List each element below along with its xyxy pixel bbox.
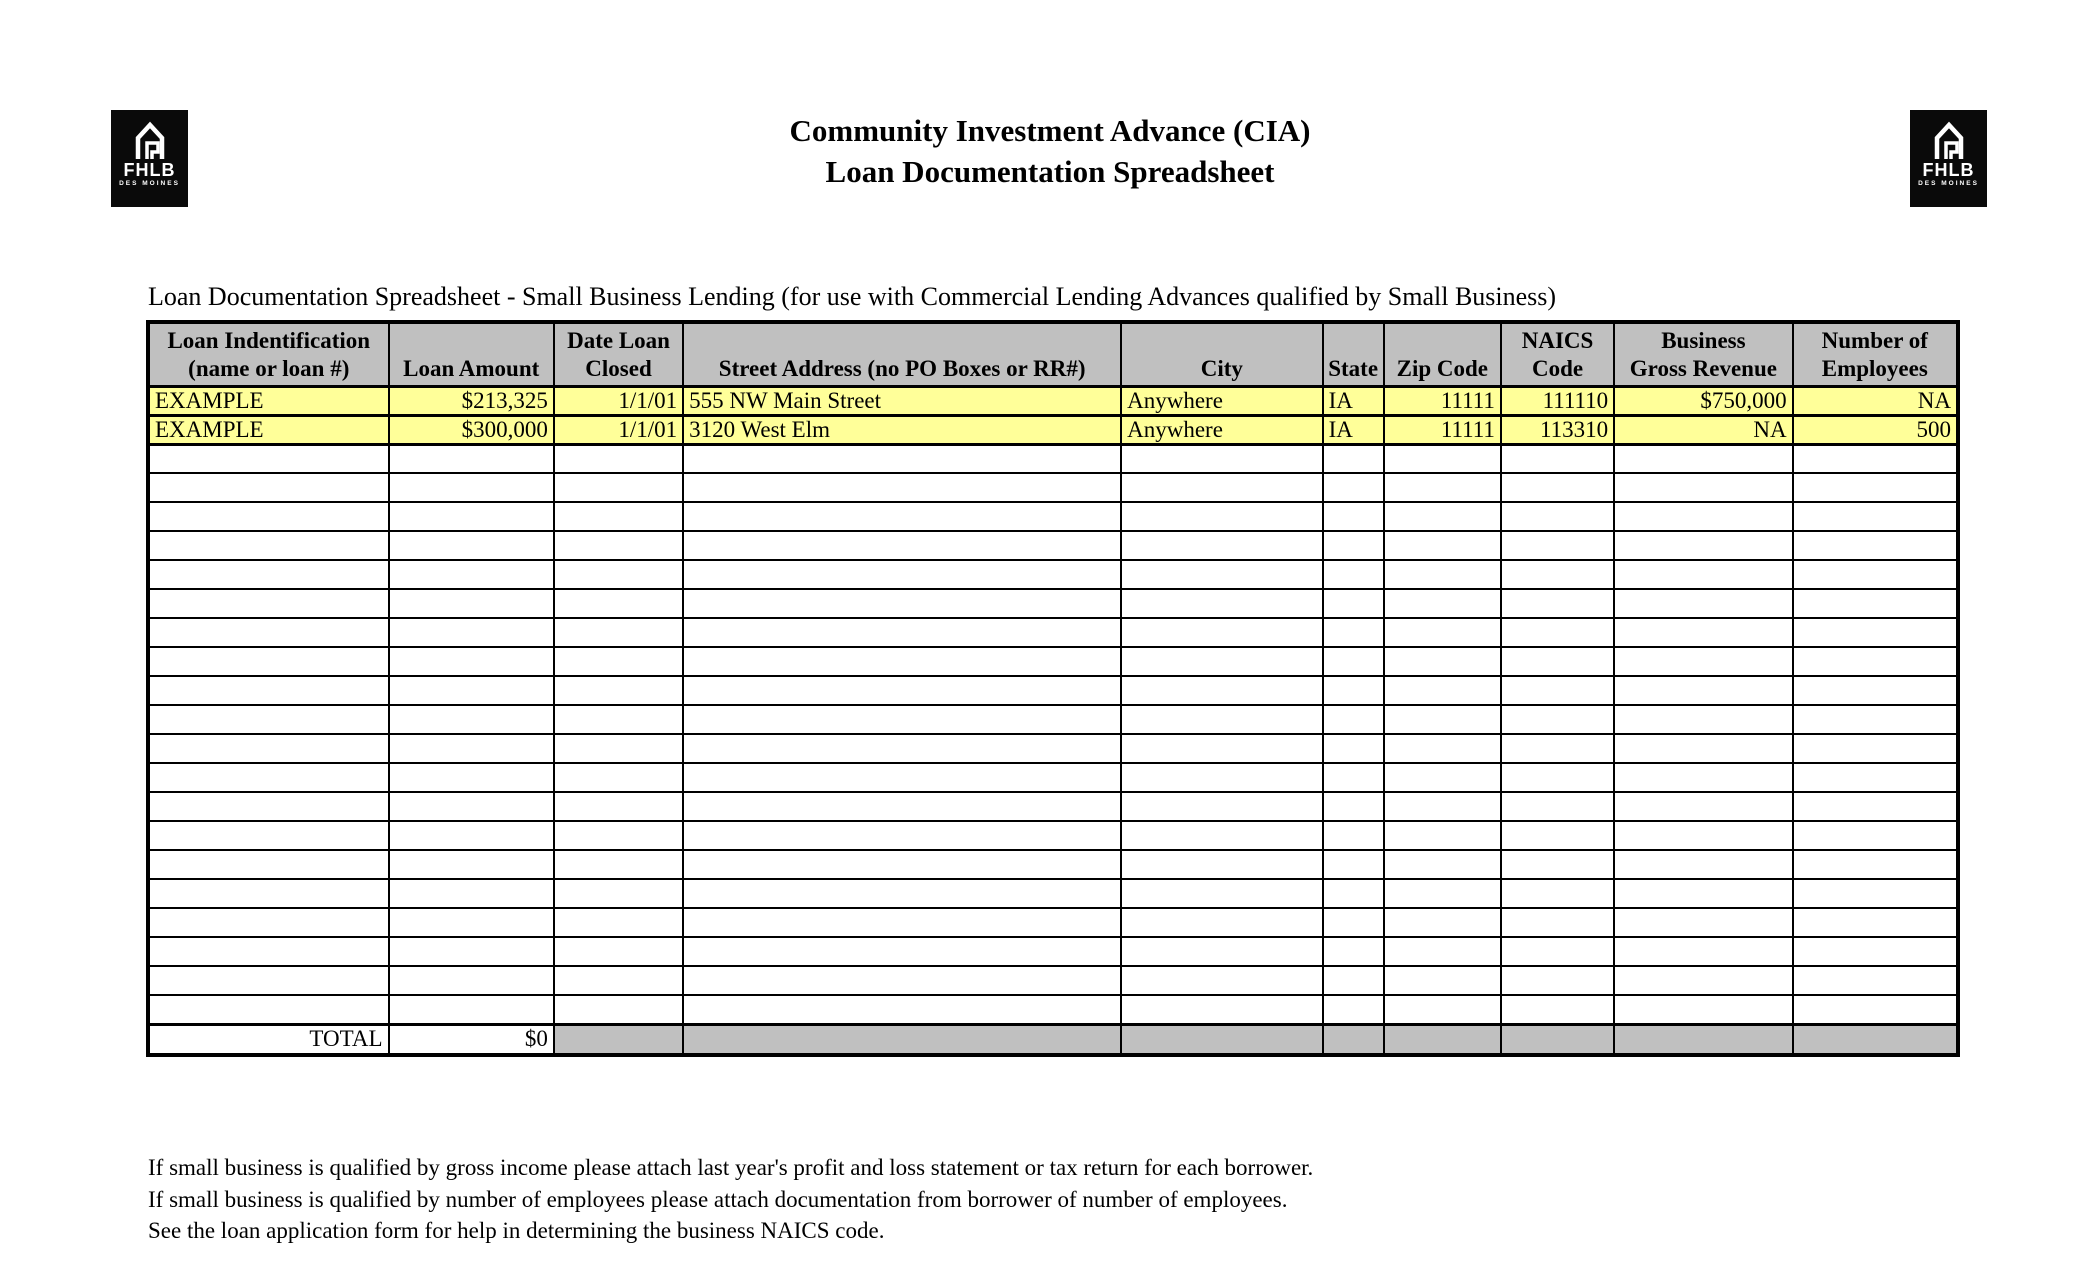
col-header-city: City (1121, 322, 1322, 386)
empty-cell-naics-code (1501, 879, 1614, 908)
cell-loan-amount: $300,000 (389, 415, 554, 444)
col-header-num-employees: Number of Employees (1793, 322, 1958, 386)
empty-cell-loan-id (148, 676, 389, 705)
empty-cell-date-closed (554, 676, 683, 705)
empty-cell-loan-id (148, 705, 389, 734)
empty-cell-city (1121, 850, 1322, 879)
cell-state: IA (1323, 415, 1384, 444)
total-row (148, 1024, 1958, 1055)
empty-cell-street (683, 444, 1121, 473)
empty-cell-gross-revenue (1614, 676, 1792, 705)
empty-cell-loan-amount (389, 792, 554, 821)
col-header-street: Street Address (no PO Boxes or RR#) (683, 322, 1121, 386)
empty-cell-naics-code (1501, 647, 1614, 676)
empty-cell-loan-id (148, 618, 389, 647)
empty-cell-loan-amount (389, 995, 554, 1024)
empty-cell-street (683, 879, 1121, 908)
empty-cell-date-closed (554, 821, 683, 850)
empty-cell-city (1121, 966, 1322, 995)
empty-cell-state (1323, 966, 1384, 995)
col-header-state: State (1323, 322, 1384, 386)
empty-cell-num-employees (1793, 473, 1958, 502)
empty-cell-city (1121, 995, 1322, 1024)
empty-cell-city (1121, 821, 1322, 850)
empty-cell-state (1323, 647, 1384, 676)
total-fill-cell (1323, 1024, 1384, 1055)
col-header-loan-id: Loan Indentification (name or loan #) (148, 322, 389, 386)
empty-cell-date-closed (554, 734, 683, 763)
empty-row (148, 618, 1958, 647)
total-fill-cell (1384, 1024, 1501, 1055)
cell-naics-code: 111110 (1501, 386, 1614, 415)
empty-cell-loan-id (148, 966, 389, 995)
empty-cell-city (1121, 908, 1322, 937)
col-header-loan-amount: Loan Amount (389, 322, 554, 386)
empty-cell-state (1323, 734, 1384, 763)
empty-cell-street (683, 589, 1121, 618)
empty-cell-city (1121, 502, 1322, 531)
logo-sub-text: DES MOINES (119, 180, 180, 187)
total-label: TOTAL (148, 1024, 389, 1055)
empty-cell-gross-revenue (1614, 908, 1792, 937)
empty-cell-naics-code (1501, 966, 1614, 995)
title-line-1: Community Investment Advance (CIA) (789, 113, 1311, 148)
total-fill-cell (1614, 1024, 1792, 1055)
empty-cell-loan-amount (389, 966, 554, 995)
empty-cell-zip-code (1384, 763, 1501, 792)
empty-row (148, 792, 1958, 821)
empty-cell-date-closed (554, 995, 683, 1024)
empty-cell-loan-id (148, 473, 389, 502)
empty-cell-zip-code (1384, 821, 1501, 850)
empty-row (148, 589, 1958, 618)
empty-cell-city (1121, 734, 1322, 763)
cell-loan-id: EXAMPLE (148, 386, 389, 415)
empty-cell-loan-amount (389, 560, 554, 589)
empty-cell-city (1121, 589, 1322, 618)
empty-cell-state (1323, 473, 1384, 502)
empty-cell-num-employees (1793, 618, 1958, 647)
empty-cell-city (1121, 763, 1322, 792)
empty-cell-gross-revenue (1614, 937, 1792, 966)
empty-cell-street (683, 850, 1121, 879)
empty-cell-num-employees (1793, 734, 1958, 763)
empty-cell-loan-id (148, 589, 389, 618)
empty-cell-naics-code (1501, 734, 1614, 763)
total-fill-cell (683, 1024, 1121, 1055)
example-row-1 (148, 386, 1958, 415)
empty-row (148, 647, 1958, 676)
empty-row (148, 444, 1958, 473)
empty-cell-loan-amount (389, 589, 554, 618)
empty-cell-loan-amount (389, 676, 554, 705)
empty-cell-zip-code (1384, 879, 1501, 908)
empty-cell-street (683, 618, 1121, 647)
empty-cell-gross-revenue (1614, 705, 1792, 734)
empty-cell-gross-revenue (1614, 560, 1792, 589)
empty-cell-date-closed (554, 937, 683, 966)
cell-zip-code: 11111 (1384, 415, 1501, 444)
cell-street: 3120 West Elm (683, 415, 1121, 444)
empty-row (148, 734, 1958, 763)
empty-cell-date-closed (554, 444, 683, 473)
empty-cell-date-closed (554, 792, 683, 821)
empty-cell-street (683, 705, 1121, 734)
empty-cell-loan-id (148, 502, 389, 531)
empty-cell-naics-code (1501, 502, 1614, 531)
empty-cell-num-employees (1793, 908, 1958, 937)
loan-table (146, 320, 1960, 1057)
empty-cell-street (683, 502, 1121, 531)
empty-cell-naics-code (1501, 676, 1614, 705)
empty-cell-street (683, 792, 1121, 821)
empty-cell-naics-code (1501, 792, 1614, 821)
empty-cell-num-employees (1793, 821, 1958, 850)
empty-cell-date-closed (554, 618, 683, 647)
empty-cell-zip-code (1384, 560, 1501, 589)
cell-loan-id: EXAMPLE (148, 415, 389, 444)
empty-cell-gross-revenue (1614, 995, 1792, 1024)
empty-cell-loan-amount (389, 879, 554, 908)
empty-cell-num-employees (1793, 560, 1958, 589)
empty-cell-zip-code (1384, 502, 1501, 531)
empty-cell-city (1121, 705, 1322, 734)
empty-cell-num-employees (1793, 850, 1958, 879)
empty-cell-loan-amount (389, 850, 554, 879)
empty-cell-loan-amount (389, 937, 554, 966)
empty-cell-city (1121, 473, 1322, 502)
empty-cell-num-employees (1793, 763, 1958, 792)
col-header-date-closed: Date Loan Closed (554, 322, 683, 386)
cell-num-employees: NA (1793, 386, 1958, 415)
empty-cell-gross-revenue (1614, 589, 1792, 618)
empty-cell-street (683, 821, 1121, 850)
total-fill-cell (1121, 1024, 1322, 1055)
empty-cell-gross-revenue (1614, 850, 1792, 879)
cell-naics-code: 113310 (1501, 415, 1614, 444)
empty-cell-state (1323, 560, 1384, 589)
empty-cell-gross-revenue (1614, 763, 1792, 792)
empty-cell-num-employees (1793, 995, 1958, 1024)
empty-cell-state (1323, 908, 1384, 937)
empty-cell-loan-id (148, 560, 389, 589)
empty-row (148, 850, 1958, 879)
example-row-2 (148, 415, 1958, 444)
empty-cell-state (1323, 705, 1384, 734)
empty-cell-zip-code (1384, 589, 1501, 618)
empty-cell-date-closed (554, 879, 683, 908)
empty-cell-street (683, 966, 1121, 995)
cell-loan-amount: $213,325 (389, 386, 554, 415)
empty-cell-gross-revenue (1614, 966, 1792, 995)
empty-cell-zip-code (1384, 647, 1501, 676)
empty-cell-gross-revenue (1614, 879, 1792, 908)
empty-cell-gross-revenue (1614, 502, 1792, 531)
empty-cell-date-closed (554, 560, 683, 589)
empty-cell-loan-id (148, 937, 389, 966)
empty-cell-zip-code (1384, 908, 1501, 937)
empty-cell-loan-id (148, 908, 389, 937)
title-line-2: Loan Documentation Spreadsheet (825, 154, 1275, 189)
empty-cell-date-closed (554, 589, 683, 618)
footnote-1: If small business is qualified by gross income please attach last year's profit and loss statement or tax return for each borrower. (148, 1155, 1314, 1180)
total-amount: $0 (389, 1024, 554, 1055)
empty-cell-naics-code (1501, 473, 1614, 502)
empty-cell-naics-code (1501, 763, 1614, 792)
empty-cell-state (1323, 763, 1384, 792)
empty-cell-loan-id (148, 531, 389, 560)
total-fill-cell (1501, 1024, 1614, 1055)
header-row (148, 322, 1958, 386)
empty-cell-naics-code (1501, 821, 1614, 850)
empty-cell-zip-code (1384, 734, 1501, 763)
cell-num-employees: 500 (1793, 415, 1958, 444)
empty-cell-loan-id (148, 734, 389, 763)
empty-cell-num-employees (1793, 676, 1958, 705)
empty-cell-loan-amount (389, 618, 554, 647)
logo-org-text: FHLB (123, 160, 176, 180)
logo-org-text: FHLB (1922, 160, 1975, 180)
empty-cell-city (1121, 676, 1322, 705)
empty-cell-num-employees (1793, 966, 1958, 995)
empty-cell-zip-code (1384, 618, 1501, 647)
empty-cell-loan-id (148, 879, 389, 908)
cell-zip-code: 11111 (1384, 386, 1501, 415)
document-title (0, 110, 2100, 192)
cell-gross-revenue: $750,000 (1614, 386, 1792, 415)
empty-cell-zip-code (1384, 792, 1501, 821)
empty-cell-city (1121, 647, 1322, 676)
empty-cell-naics-code (1501, 705, 1614, 734)
empty-cell-street (683, 908, 1121, 937)
empty-cell-naics-code (1501, 995, 1614, 1024)
empty-row (148, 473, 1958, 502)
empty-cell-city (1121, 792, 1322, 821)
empty-cell-date-closed (554, 966, 683, 995)
loan-table-header (148, 322, 1958, 386)
empty-cell-loan-amount (389, 763, 554, 792)
empty-cell-city (1121, 879, 1322, 908)
col-header-naics-code: NAICS Code (1501, 322, 1614, 386)
empty-cell-naics-code (1501, 618, 1614, 647)
empty-cell-date-closed (554, 763, 683, 792)
empty-cell-street (683, 676, 1121, 705)
empty-cell-street (683, 473, 1121, 502)
empty-cell-state (1323, 995, 1384, 1024)
empty-cell-naics-code (1501, 531, 1614, 560)
empty-cell-naics-code (1501, 444, 1614, 473)
empty-cell-naics-code (1501, 560, 1614, 589)
empty-cell-num-employees (1793, 937, 1958, 966)
empty-cell-street (683, 937, 1121, 966)
empty-cell-state (1323, 879, 1384, 908)
cell-gross-revenue: NA (1614, 415, 1792, 444)
empty-cell-gross-revenue (1614, 647, 1792, 676)
empty-cell-loan-id (148, 792, 389, 821)
empty-cell-city (1121, 937, 1322, 966)
empty-row (148, 908, 1958, 937)
empty-cell-gross-revenue (1614, 821, 1792, 850)
empty-cell-state (1323, 531, 1384, 560)
empty-cell-loan-id (148, 821, 389, 850)
cell-city: Anywhere (1121, 386, 1322, 415)
empty-cell-loan-amount (389, 705, 554, 734)
empty-cell-city (1121, 618, 1322, 647)
cell-date-closed: 1/1/01 (554, 386, 683, 415)
empty-cell-zip-code (1384, 937, 1501, 966)
empty-cell-city (1121, 531, 1322, 560)
empty-cell-loan-id (148, 763, 389, 792)
empty-cell-gross-revenue (1614, 444, 1792, 473)
empty-cell-num-employees (1793, 879, 1958, 908)
cell-city: Anywhere (1121, 415, 1322, 444)
footnotes (148, 1152, 1313, 1247)
empty-cell-loan-id (148, 850, 389, 879)
cell-date-closed: 1/1/01 (554, 415, 683, 444)
empty-cell-street (683, 734, 1121, 763)
empty-row (148, 763, 1958, 792)
empty-cell-state (1323, 821, 1384, 850)
loan-table-body (148, 386, 1958, 1055)
empty-cell-street (683, 531, 1121, 560)
empty-cell-gross-revenue (1614, 792, 1792, 821)
col-header-zip-code: Zip Code (1384, 322, 1501, 386)
empty-cell-gross-revenue (1614, 473, 1792, 502)
empty-cell-state (1323, 444, 1384, 473)
sheet-caption: Loan Documentation Spreadsheet - Small Business Lending (for use with Commercial Lending Advances qualified by Small Business) (148, 282, 1557, 311)
logo-sub-text: DES MOINES (1918, 180, 1979, 187)
empty-cell-num-employees (1793, 705, 1958, 734)
empty-cell-zip-code (1384, 676, 1501, 705)
empty-cell-num-employees (1793, 502, 1958, 531)
empty-cell-zip-code (1384, 444, 1501, 473)
total-fill-cell (1793, 1024, 1958, 1055)
empty-cell-street (683, 560, 1121, 589)
empty-cell-date-closed (554, 850, 683, 879)
empty-cell-city (1121, 444, 1322, 473)
total-fill-cell (554, 1024, 683, 1055)
empty-cell-zip-code (1384, 850, 1501, 879)
col-header-gross-revenue: Business Gross Revenue (1614, 322, 1792, 386)
empty-cell-street (683, 995, 1121, 1024)
empty-cell-num-employees (1793, 792, 1958, 821)
empty-cell-zip-code (1384, 705, 1501, 734)
empty-cell-date-closed (554, 473, 683, 502)
empty-row (148, 821, 1958, 850)
empty-cell-zip-code (1384, 995, 1501, 1024)
empty-row (148, 705, 1958, 734)
empty-cell-loan-amount (389, 473, 554, 502)
empty-cell-state (1323, 618, 1384, 647)
empty-row (148, 937, 1958, 966)
empty-row (148, 560, 1958, 589)
empty-cell-naics-code (1501, 589, 1614, 618)
empty-cell-naics-code (1501, 937, 1614, 966)
cell-state: IA (1323, 386, 1384, 415)
empty-cell-loan-amount (389, 821, 554, 850)
empty-cell-date-closed (554, 705, 683, 734)
empty-cell-date-closed (554, 908, 683, 937)
empty-row (148, 879, 1958, 908)
empty-cell-city (1121, 560, 1322, 589)
empty-row (148, 502, 1958, 531)
empty-cell-loan-amount (389, 502, 554, 531)
empty-cell-state (1323, 502, 1384, 531)
empty-cell-loan-amount (389, 531, 554, 560)
empty-cell-gross-revenue (1614, 531, 1792, 560)
empty-cell-loan-id (148, 647, 389, 676)
empty-cell-gross-revenue (1614, 734, 1792, 763)
empty-cell-loan-id (148, 995, 389, 1024)
empty-cell-street (683, 647, 1121, 676)
empty-cell-loan-amount (389, 734, 554, 763)
empty-cell-state (1323, 676, 1384, 705)
empty-cell-zip-code (1384, 473, 1501, 502)
empty-cell-zip-code (1384, 966, 1501, 995)
empty-cell-date-closed (554, 647, 683, 676)
cell-street: 555 NW Main Street (683, 386, 1121, 415)
empty-cell-loan-amount (389, 647, 554, 676)
empty-cell-num-employees (1793, 589, 1958, 618)
empty-cell-state (1323, 937, 1384, 966)
empty-cell-naics-code (1501, 850, 1614, 879)
footnote-3: See the loan application form for help in determining the business NAICS code. (148, 1218, 885, 1243)
empty-cell-loan-amount (389, 908, 554, 937)
empty-cell-num-employees (1793, 531, 1958, 560)
footnote-2: If small business is qualified by number of employees please attach documentation from borrower of number of employees. (148, 1186, 1288, 1212)
empty-cell-zip-code (1384, 531, 1501, 560)
empty-cell-gross-revenue (1614, 618, 1792, 647)
empty-cell-naics-code (1501, 908, 1614, 937)
empty-cell-state (1323, 589, 1384, 618)
empty-cell-street (683, 763, 1121, 792)
empty-cell-loan-amount (389, 444, 554, 473)
empty-row (148, 995, 1958, 1024)
empty-cell-state (1323, 792, 1384, 821)
empty-row (148, 531, 1958, 560)
empty-cell-num-employees (1793, 444, 1958, 473)
empty-cell-loan-id (148, 444, 389, 473)
empty-cell-date-closed (554, 502, 683, 531)
empty-cell-date-closed (554, 531, 683, 560)
empty-cell-num-employees (1793, 647, 1958, 676)
empty-row (148, 676, 1958, 705)
empty-cell-state (1323, 850, 1384, 879)
empty-row (148, 966, 1958, 995)
